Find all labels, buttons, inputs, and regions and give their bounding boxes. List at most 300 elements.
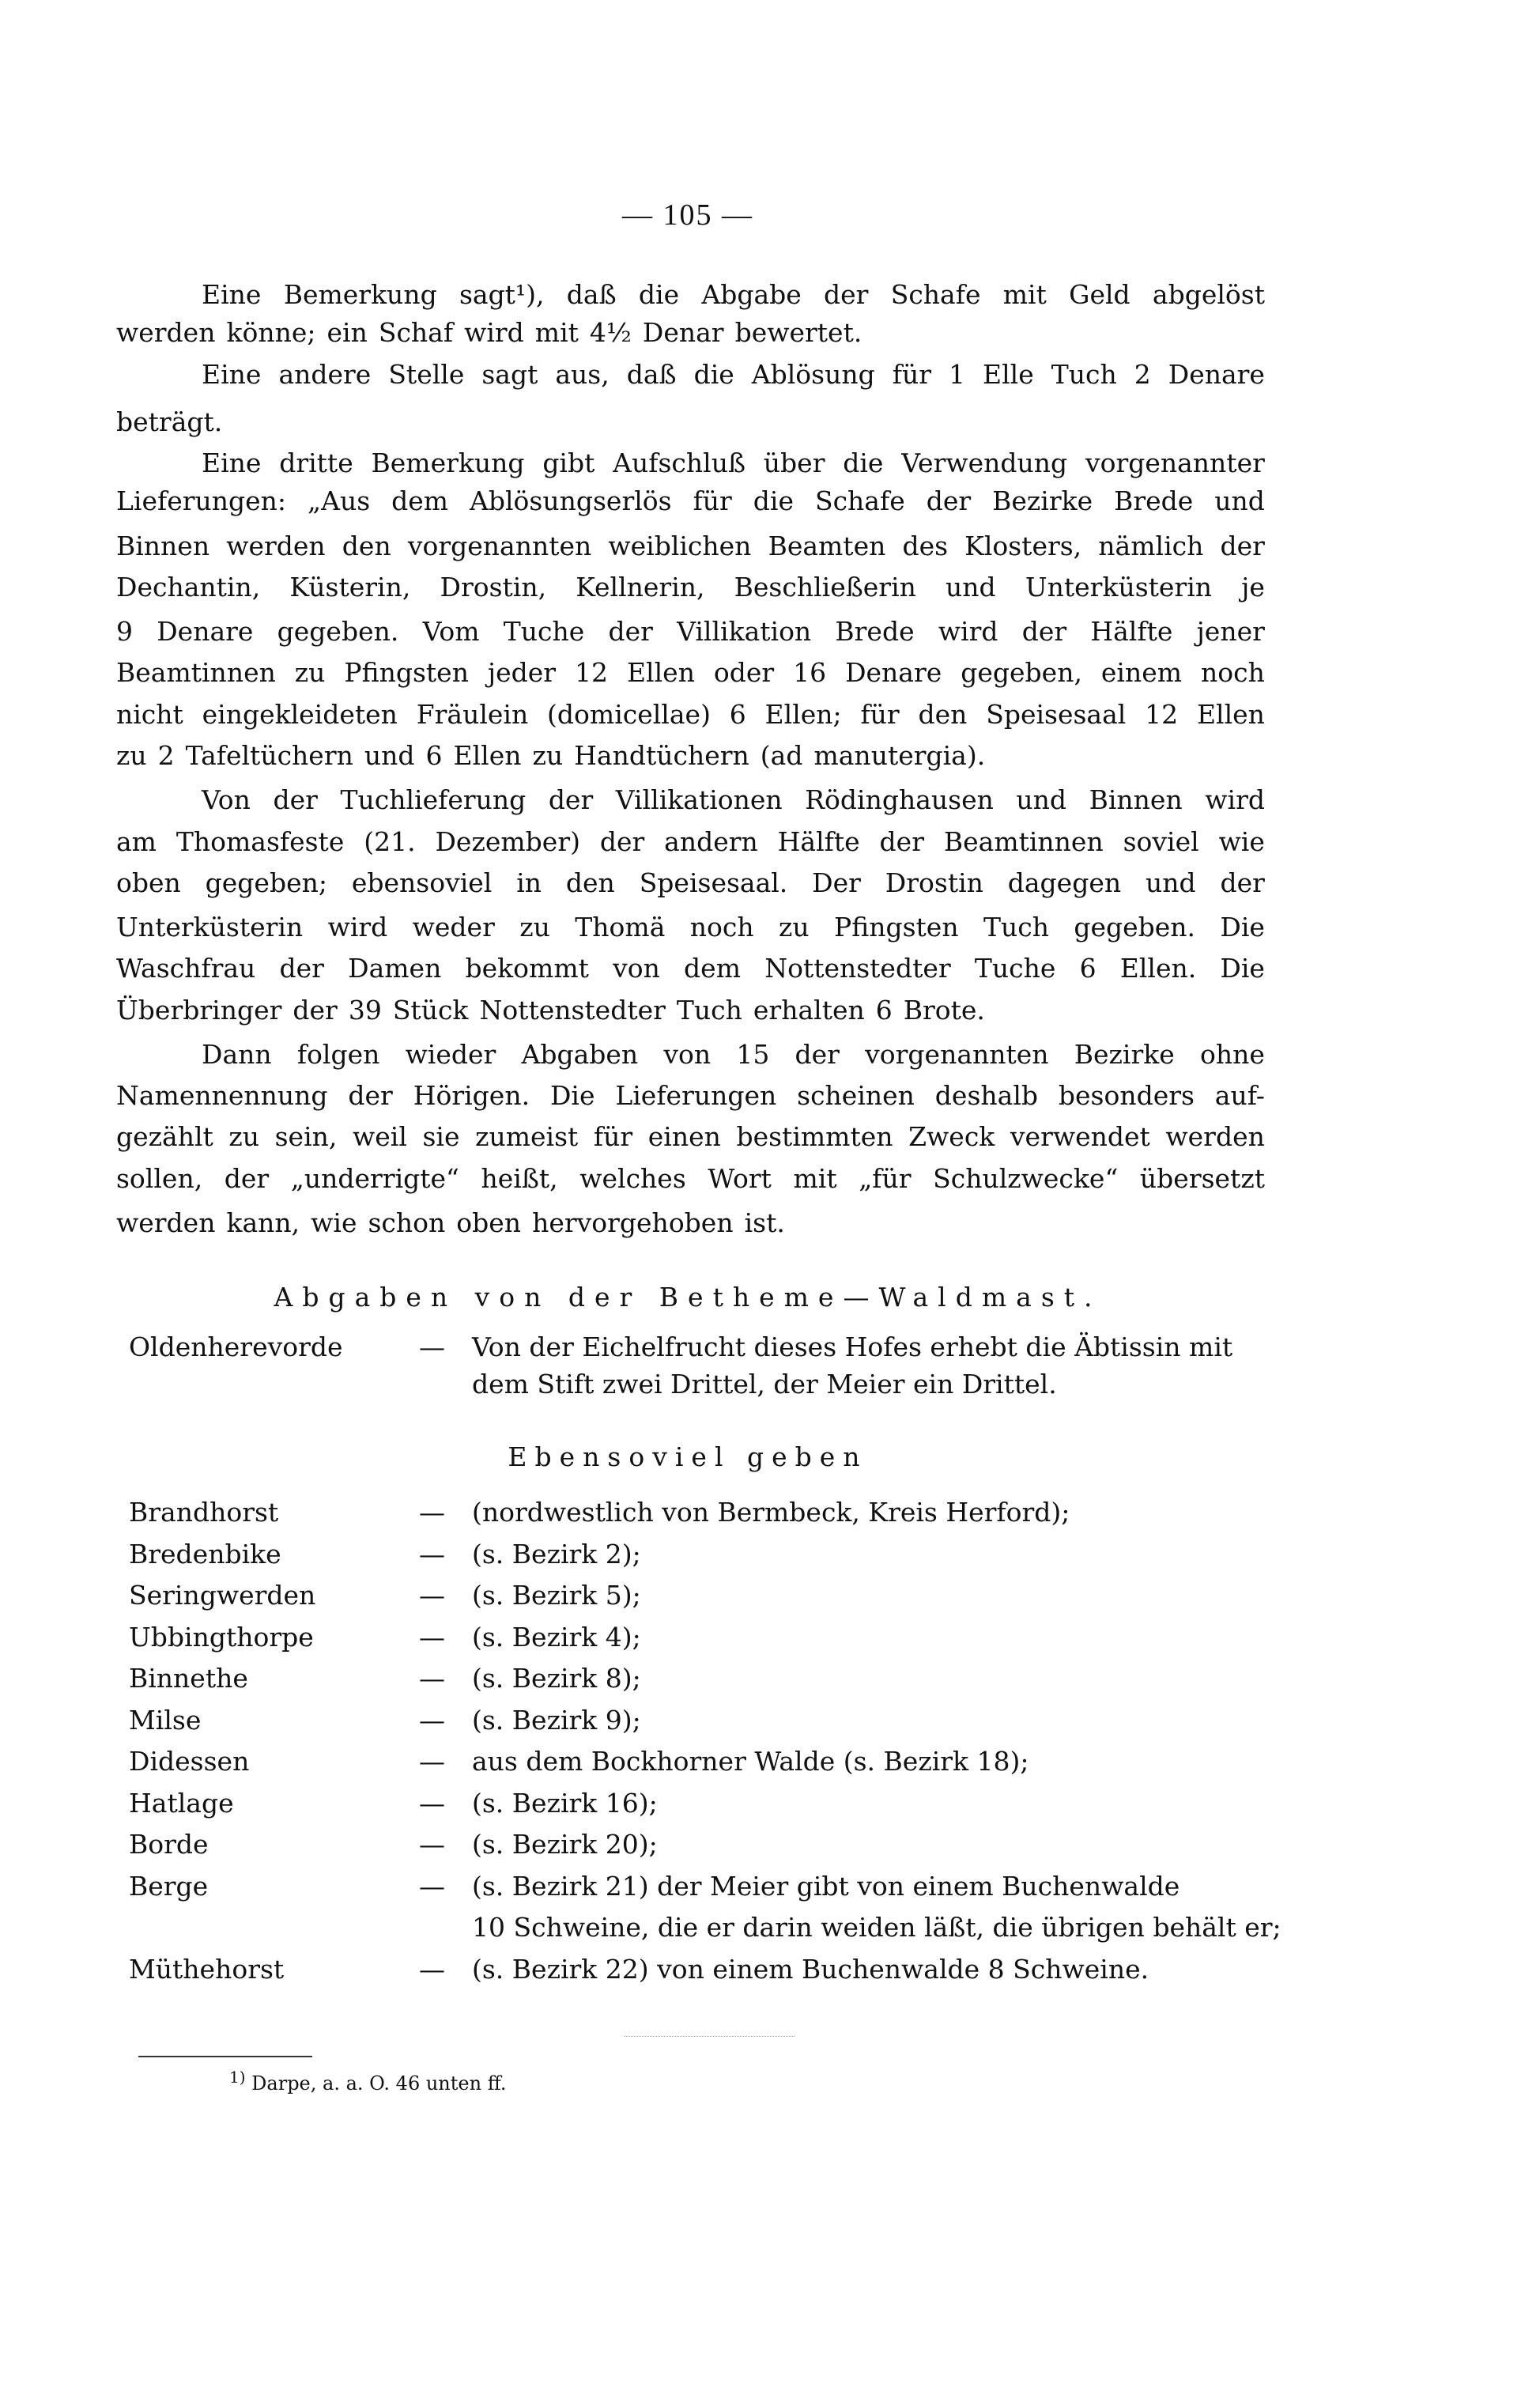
word: Die: [1220, 912, 1265, 942]
word: dagegen: [1007, 867, 1122, 898]
word: wird: [327, 912, 388, 942]
word: ein: [326, 317, 368, 348]
word: von: [663, 1039, 711, 1070]
word: auf-: [1214, 1080, 1265, 1111]
word: Dezember): [435, 826, 580, 857]
word: Speisesaal.: [639, 867, 788, 898]
entry-dash: —: [419, 1538, 445, 1569]
word: nämlich: [1098, 531, 1204, 561]
word: Bezirke: [992, 485, 1093, 516]
text-line: [116, 821, 1265, 863]
text-line: [116, 401, 1265, 443]
word: den: [918, 699, 968, 730]
word: 2: [1134, 359, 1151, 390]
word: Handtüchern: [574, 740, 749, 771]
text-line: [116, 1158, 1265, 1199]
word: die: [753, 485, 794, 516]
word: Unterküsterin: [116, 912, 304, 942]
word: Binnen: [1089, 784, 1183, 815]
word: Geld: [1069, 279, 1130, 310]
word: Namennennung: [116, 1080, 328, 1111]
word: Stelle: [388, 359, 465, 390]
word: 1: [949, 359, 965, 390]
word: Bemerkung: [371, 448, 525, 478]
word: mit: [534, 317, 579, 348]
word: aus,: [555, 359, 610, 390]
word: Küsterin,: [289, 572, 411, 602]
word: Dechantin,: [116, 572, 261, 602]
word: vorgenannten: [407, 531, 592, 561]
word: 4½: [589, 317, 632, 348]
word: ohne: [1199, 1039, 1265, 1070]
word: Hälfte: [777, 826, 860, 857]
word: Hörigen.: [413, 1080, 530, 1111]
footnote-rule: [138, 2056, 312, 2057]
word: 6: [729, 699, 746, 730]
word: und: [1016, 784, 1067, 815]
word: andern: [664, 826, 758, 857]
word: wie: [1218, 826, 1265, 857]
word: oder: [713, 657, 775, 688]
word: der: [1220, 867, 1265, 898]
word: der: [548, 784, 594, 815]
word: Lieferungen:: [116, 485, 287, 516]
word: und: [1214, 485, 1265, 516]
word: 39: [348, 995, 382, 1026]
word: der: [926, 485, 972, 516]
entry-description-continuation: 10 Schweine, die er darin weiden läßt, die übrigen behält er;: [472, 1912, 1281, 1943]
word: Schaf: [378, 317, 454, 348]
word: sagt¹),: [459, 279, 545, 310]
word: Unterküsterin: [1025, 572, 1213, 602]
word: mit: [1002, 279, 1047, 310]
word: Elle: [983, 359, 1034, 390]
word: (ad: [760, 740, 803, 771]
word: Brede: [835, 616, 915, 647]
footnote: [229, 2065, 507, 2102]
word: Dann: [202, 1039, 272, 1070]
word: folgen: [296, 1039, 380, 1070]
word: gegeben;: [205, 867, 327, 898]
entry-place: Binnethe: [129, 1663, 248, 1694]
word: Nottenstedter: [764, 953, 951, 984]
section-heading: Abgaben von der Betheme—Waldmast.: [274, 1282, 1102, 1313]
word: der: [224, 1163, 270, 1194]
word: verwendet: [1010, 1121, 1150, 1152]
faint-divider: [625, 2036, 795, 2037]
word: weiblichen: [608, 531, 752, 561]
word: „für: [859, 1163, 912, 1194]
entry-description: (s. Bezirk 5);: [472, 1580, 641, 1611]
text-line: [116, 947, 1265, 989]
text-line: [202, 353, 1265, 395]
word: (21.: [364, 826, 416, 857]
entry-row: [0, 1616, 1540, 1658]
word: Ablösungserlös: [470, 485, 672, 516]
word: andere: [278, 359, 372, 390]
word: sie: [422, 1121, 460, 1152]
word: beträgt.: [116, 406, 223, 437]
entry-place: Seringwerden: [129, 1580, 316, 1611]
entry-dash: —: [419, 1580, 445, 1611]
entry-dash: —: [419, 1497, 445, 1528]
word: 15: [736, 1039, 770, 1070]
word: werden: [226, 531, 326, 561]
entry-description: (s. Bezirk 20);: [472, 1829, 658, 1860]
text-line: [116, 735, 1265, 776]
word: Schafe: [890, 279, 981, 310]
text-line: [116, 525, 1265, 567]
word: gegeben,: [961, 657, 1082, 688]
text-line: [202, 1033, 1265, 1075]
word: 9: [116, 616, 133, 647]
entry-row: [0, 1865, 1540, 1907]
word: über: [763, 448, 825, 478]
word: für: [860, 699, 900, 730]
word: „underrigte“: [290, 1163, 459, 1194]
entry-description-continuation: dem Stift zwei Drittel, der Meier ein Drittel.: [472, 1369, 1057, 1399]
entry-place: Borde: [129, 1829, 209, 1860]
word: Wort: [708, 1163, 772, 1194]
word: heißt,: [481, 1163, 558, 1194]
word: Ellen;: [764, 699, 842, 730]
word: die: [638, 279, 680, 310]
word: bekommt: [465, 953, 589, 984]
word: für: [892, 359, 931, 390]
word: wieder: [405, 1039, 496, 1070]
word: daß: [626, 359, 677, 390]
word: vorgenannter: [1085, 448, 1265, 478]
word: zu: [116, 740, 147, 771]
entry-dash: —: [419, 1331, 445, 1362]
word: den: [565, 867, 615, 898]
text-line: [116, 1075, 1265, 1116]
word: einen: [647, 1121, 721, 1152]
footnote-marker: 1): [229, 2068, 246, 2087]
word: Schulzwecke“: [933, 1163, 1119, 1194]
entry-place: Berge: [129, 1870, 209, 1902]
entry-row: [0, 1574, 1540, 1616]
word: jeder: [487, 657, 557, 688]
word: Thomä: [575, 912, 666, 942]
word: wie: [311, 1207, 357, 1238]
word: Eine: [202, 448, 262, 478]
word: Aufschluß: [613, 448, 745, 478]
word: gegeben.: [277, 616, 399, 647]
word: von: [613, 953, 660, 984]
word: Von: [202, 784, 251, 815]
word: eingekleideten: [202, 699, 398, 730]
entry-row: [0, 1823, 1540, 1865]
text-line: [116, 989, 1265, 1031]
word: Ellen: [453, 740, 522, 771]
word: schon: [368, 1207, 446, 1238]
word: der: [1220, 531, 1265, 561]
word: Denare: [157, 616, 254, 647]
word: Bezirke: [1074, 1039, 1175, 1070]
word: deshalb: [934, 1080, 1038, 1111]
entry-row: [0, 1491, 1540, 1533]
word: Beamten: [768, 531, 886, 561]
word: daß: [566, 279, 617, 310]
word: gegeben.: [1074, 912, 1196, 942]
word: Tuch: [676, 995, 742, 1026]
word: Bemerkung: [283, 279, 437, 310]
word: einem: [1100, 657, 1183, 688]
word: Hälfte: [1090, 616, 1173, 647]
text-line: [116, 906, 1265, 948]
word: Ellen.: [1119, 953, 1197, 984]
word: Rödinghausen: [805, 784, 994, 815]
word: übersetzt: [1139, 1163, 1265, 1194]
entry-row: [0, 1699, 1540, 1741]
entry-row-continuation: [0, 1906, 1540, 1948]
word: sein,: [274, 1121, 338, 1152]
word: bestimmten: [736, 1121, 893, 1152]
word: scheinen: [797, 1080, 915, 1111]
word: Binnen: [116, 531, 210, 561]
entry-dash: —: [419, 1953, 445, 1985]
word: Nottenstedter: [479, 995, 666, 1026]
word: Beamtinnen: [116, 657, 276, 688]
word: Denar: [642, 317, 724, 348]
word: hervorgehoben: [532, 1207, 734, 1238]
word: werden: [1165, 1121, 1265, 1152]
text-line: [116, 566, 1265, 608]
word: Tuche: [503, 616, 585, 647]
word: soviel: [1123, 826, 1199, 857]
word: am: [116, 826, 157, 857]
word: der: [273, 784, 318, 815]
word: Eine: [202, 279, 262, 310]
word: 12: [1145, 699, 1179, 730]
word: Pfingsten: [344, 657, 469, 688]
word: gezählt: [116, 1121, 213, 1152]
text-line: [202, 274, 1265, 315]
word: Stück: [392, 995, 469, 1026]
word: in: [516, 867, 542, 898]
entry-place: Müthehorst: [129, 1953, 285, 1985]
word: mit: [793, 1163, 837, 1194]
word: zumeist: [475, 1121, 579, 1152]
entry-description: (nordwestlich von Bermbeck, Kreis Herford);: [472, 1497, 1070, 1528]
word: dem: [684, 953, 741, 984]
word: erhalten: [753, 995, 865, 1026]
word: kann,: [226, 1207, 300, 1238]
text-line: [116, 480, 1265, 522]
word: der: [1021, 616, 1067, 647]
entry-dash: —: [419, 1621, 445, 1653]
entry-row: [0, 1657, 1540, 1699]
word: werden: [116, 1207, 216, 1238]
word: Eine: [202, 359, 262, 390]
word: Drostin,: [440, 572, 547, 602]
word: Zweck: [908, 1121, 995, 1152]
page-number: — 105 —: [622, 198, 753, 232]
text-line: [116, 610, 1265, 652]
entry-row: [0, 1533, 1540, 1575]
word: der: [293, 995, 338, 1026]
word: (domicellae): [547, 699, 711, 730]
word: Verwendung: [901, 448, 1068, 478]
entry-dash: —: [419, 1704, 445, 1736]
word: der: [348, 1080, 393, 1111]
text-line: [116, 862, 1265, 904]
entry-dash: —: [419, 1829, 445, 1860]
word: zu: [294, 657, 326, 688]
entry-place: Milse: [129, 1704, 202, 1736]
word: zu: [532, 740, 564, 771]
word: Tuchlieferung: [340, 784, 527, 815]
word: Die: [1220, 953, 1265, 984]
word: Die: [549, 1080, 595, 1111]
word: Waschfrau: [116, 953, 256, 984]
word: Ellen: [626, 657, 695, 688]
word: Fräulein: [416, 699, 529, 730]
text-line: [116, 312, 1265, 353]
entry-place: Hatlage: [129, 1787, 234, 1819]
entry-dash: —: [419, 1870, 445, 1902]
entry-description: Von der Eichelfrucht dieses Hofes erhebt die Äbtissin mit: [472, 1331, 1233, 1362]
word: wird: [938, 616, 998, 647]
word: des: [902, 531, 949, 561]
word: ebensoviel: [351, 867, 493, 898]
entry-row: [0, 1740, 1540, 1782]
word: Villikationen: [615, 784, 783, 815]
entry-row: [0, 1948, 1540, 1990]
word: Lieferungen: [615, 1080, 777, 1111]
word: 6: [1079, 953, 1096, 984]
word: Klosters,: [964, 531, 1082, 561]
word: sollen,: [116, 1163, 203, 1194]
word: der: [599, 826, 645, 857]
entry-place: Bredenbike: [129, 1538, 281, 1569]
word: Der: [812, 867, 861, 898]
word: noch: [689, 912, 754, 942]
word: ist.: [744, 1207, 785, 1238]
text-line: [116, 693, 1265, 735]
entry-description: (s. Bezirk 21) der Meier gibt von einem Buchenwalde: [472, 1870, 1180, 1902]
word: der: [879, 826, 924, 857]
word: oben: [456, 1207, 522, 1238]
entry-description: (s. Bezirk 8);: [472, 1663, 641, 1694]
word: abgelöst: [1152, 279, 1265, 310]
entry-place: Ubbingthorpe: [129, 1621, 314, 1653]
word: der: [279, 953, 324, 984]
word: Überbringer: [116, 995, 282, 1026]
word: vorgenannten: [865, 1039, 1049, 1070]
word: Pfingsten: [834, 912, 959, 942]
word: dem: [391, 485, 449, 516]
entry-description: (s. Bezirk 9);: [472, 1704, 641, 1736]
entry-description: aus dem Bockhorner Walde (s. Bezirk 18);: [472, 1746, 1029, 1777]
word: Tafeltüchern: [185, 740, 353, 771]
word: zu: [778, 912, 810, 942]
word: oben: [116, 867, 181, 898]
word: Schafe: [814, 485, 905, 516]
word: könne;: [226, 317, 316, 348]
entry-place: Oldenherevorde: [129, 1331, 343, 1362]
word: besonders: [1058, 1080, 1195, 1111]
word: Vom: [422, 616, 480, 647]
text-line: [116, 1116, 1265, 1158]
word: wird: [1205, 784, 1265, 815]
word: Tuch: [983, 912, 1049, 942]
word: 16: [793, 657, 827, 688]
word: 6: [875, 995, 893, 1026]
entry-oldenherevorde: [0, 1326, 1540, 1368]
word: werden: [116, 317, 216, 348]
entry-description: (s. Bezirk 2);: [472, 1538, 641, 1569]
word: Abgabe: [701, 279, 802, 310]
word: sagt: [481, 359, 538, 390]
text-line: [202, 442, 1265, 484]
word: Ellen: [1196, 699, 1265, 730]
entry-description: (s. Bezirk 16);: [472, 1787, 658, 1819]
word: noch: [1201, 657, 1265, 688]
entry-description: (s. Bezirk 4);: [472, 1621, 641, 1653]
word: Speisesaal: [986, 699, 1127, 730]
word: Tuch: [1051, 359, 1117, 390]
word: die: [843, 448, 884, 478]
text-line: [202, 779, 1265, 821]
word: zu: [228, 1121, 260, 1152]
word: jener: [1196, 616, 1265, 647]
entry-dash: —: [419, 1746, 445, 1777]
word: welches: [579, 1163, 686, 1194]
word: und: [364, 740, 415, 771]
word: Brede: [1114, 485, 1194, 516]
text-line: [116, 652, 1265, 693]
word: Damen: [348, 953, 442, 984]
word: Brote.: [903, 995, 985, 1026]
word: Denare: [1168, 359, 1265, 390]
text-line: [116, 1202, 1265, 1244]
word: Abgaben: [521, 1039, 639, 1070]
word: Tuche: [974, 953, 1056, 984]
word: zu: [519, 912, 550, 942]
entry-place: Brandhorst: [129, 1497, 279, 1528]
word: Beschließerin: [734, 572, 916, 602]
word: 6: [425, 740, 443, 771]
word: der: [824, 279, 869, 310]
entry-oldenherevorde-continuation: [0, 1363, 1540, 1405]
word: der: [795, 1039, 840, 1070]
word: weder: [412, 912, 495, 942]
word: gibt: [542, 448, 595, 478]
entry-description: (s. Bezirk 22) von einem Buchenwalde 8 Schweine.: [472, 1953, 1149, 1985]
word: für: [693, 485, 732, 516]
word: 12: [575, 657, 609, 688]
word: je: [1241, 572, 1265, 602]
word: und: [946, 572, 996, 602]
word: 2: [157, 740, 175, 771]
word: den: [342, 531, 391, 561]
word: Ablösung: [751, 359, 875, 390]
word: nicht: [116, 699, 183, 730]
entry-row: [0, 1782, 1540, 1824]
word: die: [693, 359, 734, 390]
word: und: [1145, 867, 1196, 898]
word: wird: [464, 317, 524, 348]
subheading: Ebensoviel geben: [508, 1441, 868, 1472]
word: der: [608, 616, 653, 647]
word: Drostin: [885, 867, 983, 898]
word: Kellnerin,: [576, 572, 705, 602]
word: Villikation: [677, 616, 812, 647]
footnote-text: Darpe, a. a. O. 46 unten ff.: [251, 2072, 507, 2094]
word: weil: [352, 1121, 407, 1152]
